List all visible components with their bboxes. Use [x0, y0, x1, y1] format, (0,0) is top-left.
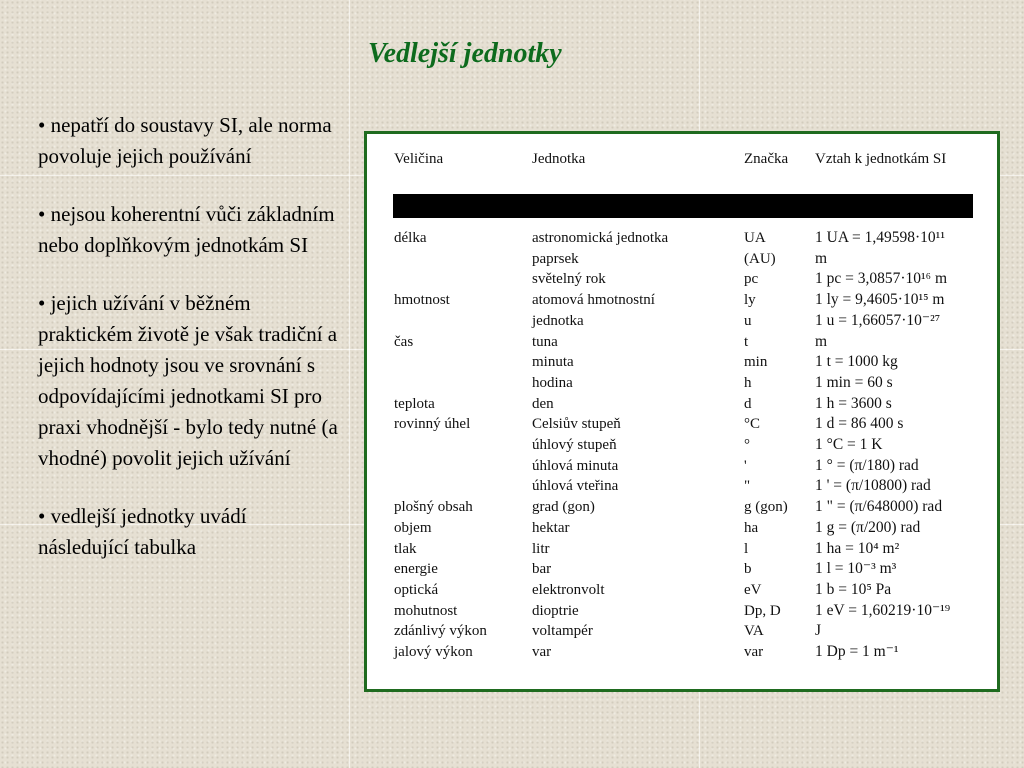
quantity-cell [394, 249, 532, 270]
unit-cell: voltampér [532, 623, 593, 640]
unit-cell: elektronvolt [532, 581, 605, 598]
symbol-cell: u [744, 312, 752, 329]
unit-cell: astronomická jednotka [532, 230, 669, 246]
symbol-cell: °C [744, 416, 761, 433]
unit-cell: paprsek [532, 250, 579, 267]
relation-cell: 1 l = 10⁻³ m³ [815, 560, 897, 578]
symbol-column [744, 228, 815, 663]
relation-cell: 1 d = 86 400 s [815, 415, 904, 433]
units-table [394, 148, 976, 663]
relation-cell: 1 u = 1,66057·10⁻²⁷ [815, 311, 941, 329]
slide-title: Vedlejší jednotky [368, 38, 562, 69]
relation-cell: 1 eV = 1,60219·10⁻¹⁹ [815, 601, 951, 619]
quantity-cell: mohutnost [394, 602, 458, 619]
symbol-cell: VA [744, 623, 764, 640]
unit-cell: den [532, 395, 554, 412]
unit-cell: úhlový stupeň [532, 437, 617, 454]
unit-cell: úhlová minuta [532, 457, 619, 474]
symbol-cell: ha [744, 519, 759, 536]
unit-cell: minuta [532, 354, 574, 371]
symbol-cell: h [744, 374, 752, 391]
symbol-cell: b [744, 561, 752, 578]
relation-cell: 1 °C = 1 K [815, 436, 883, 454]
bullet-item: • jejich užívání v běžném praktickém životě je však tradiční a jejich hodnoty jsou ve srovnání s odpovídajícími jednotkami SI pro praxi vhodnější - bylo tedy nutné (a vhodné) povolit jejich užívání [38, 291, 338, 470]
symbol-cell: eV [744, 581, 762, 598]
table-header-row [394, 148, 976, 192]
quantity-cell [394, 311, 532, 332]
symbol-cell: l [744, 540, 749, 557]
quantity-cell: optická [394, 581, 439, 598]
relation-column [815, 228, 976, 663]
symbol-cell: ° [744, 437, 750, 454]
unit-cell: hektar [532, 519, 570, 536]
quantity-cell: délka [394, 230, 427, 246]
unit-cell: úhlová vteřina [532, 478, 619, 495]
relation-cell: 1 ' = (π/10800) rad [815, 477, 931, 495]
symbol-cell: Dp, D [744, 602, 781, 619]
relation-cell: 1 t = 1000 kg [815, 353, 898, 371]
quantity-cell [394, 435, 532, 456]
quantity-cell: jalový výkon [394, 644, 473, 661]
bullet-item: • nejsou koherentní vůči základním nebo doplňkovým jednotkám SI [38, 202, 335, 257]
table-body-row [394, 228, 976, 663]
unit-cell: var [532, 644, 552, 661]
quantity-cell: rovinný úhel [394, 416, 471, 433]
symbol-cell: UA [744, 230, 766, 246]
quantity-cell: teplota [394, 395, 435, 412]
relation-cell: 1 " = (π/648000) rad [815, 498, 943, 516]
unit-cell: litr [532, 540, 550, 557]
bullet-item: • vedlejší jednotky uvádí následující tabulka [38, 504, 247, 559]
quantity-cell: zdánlivý výkon [394, 623, 487, 640]
relation-cell: 1 UA = 1,49598·10¹¹ [815, 229, 945, 246]
relation-cell: 1 pc = 3,0857·10¹⁶ m [815, 270, 948, 288]
relation-cell: m [815, 249, 828, 267]
quantity-cell [394, 352, 532, 373]
relation-cell: J [815, 622, 822, 640]
quantity-cell: čas [394, 333, 414, 350]
quantity-cell: plošný obsah [394, 499, 473, 516]
header-unit: Jednotka [532, 151, 586, 167]
symbol-cell: d [744, 395, 752, 412]
quantity-cell [394, 476, 532, 497]
relation-cell: 1 Dp = 1 m⁻¹ [815, 643, 899, 661]
symbol-cell: " [744, 478, 751, 495]
quantity-cell: energie [394, 561, 438, 578]
unit-cell: grad (gon) [532, 499, 595, 516]
relation-cell: m [815, 332, 828, 350]
unit-cell: dioptrie [532, 602, 579, 619]
quantity-cell: objem [394, 519, 432, 536]
symbol-cell: pc [744, 271, 759, 288]
symbol-cell: var [744, 644, 764, 661]
quantity-cell [394, 373, 532, 394]
unit-cell: Celsiův stupeň [532, 416, 621, 433]
header-quantity: Veličina [394, 151, 444, 167]
relation-cell: 1 b = 10⁵ Pa [815, 580, 892, 598]
quantity-cell: hmotnost [394, 292, 450, 309]
symbol-cell: ' [744, 457, 747, 474]
background-grid-line [349, 0, 350, 768]
relation-cell: 1 g = (π/200) rad [815, 518, 921, 536]
quantity-cell [394, 269, 532, 290]
symbol-cell: (AU) [744, 250, 776, 267]
quantity-cell [394, 456, 532, 477]
bullet-item: • nepatří do soustavy SI, ale norma povoluje jejich používání [38, 113, 332, 168]
unit-cell: hodina [532, 374, 573, 391]
relation-cell: 1 ha = 10⁴ m² [815, 539, 900, 557]
quantity-column [394, 228, 532, 663]
bullet-list [38, 110, 338, 590]
symbol-cell: min [744, 354, 768, 371]
unit-cell: jednotka [532, 312, 584, 329]
relation-cell: 1 min = 60 s [815, 373, 893, 391]
header-symbol: Značka [744, 151, 789, 167]
symbol-cell: t [744, 333, 749, 350]
units-table-frame [364, 131, 1000, 692]
unit-cell: bar [532, 561, 552, 578]
relation-cell: 1 h = 3600 s [815, 394, 892, 412]
symbol-cell: g (gon) [744, 499, 788, 516]
unit-column [532, 228, 744, 663]
unit-cell: světelný rok [532, 271, 606, 288]
relation-cell: 1 ly = 9,4605·10¹⁵ m [815, 291, 945, 309]
unit-cell: atomová hmotnostní [532, 292, 655, 309]
quantity-cell: tlak [394, 540, 417, 557]
unit-cell: tuna [532, 333, 558, 350]
symbol-cell: ly [744, 292, 756, 309]
relation-cell: 1 ° = (π/180) rad [815, 456, 919, 474]
header-relation: Vztah k jednotkám SI [815, 151, 947, 167]
